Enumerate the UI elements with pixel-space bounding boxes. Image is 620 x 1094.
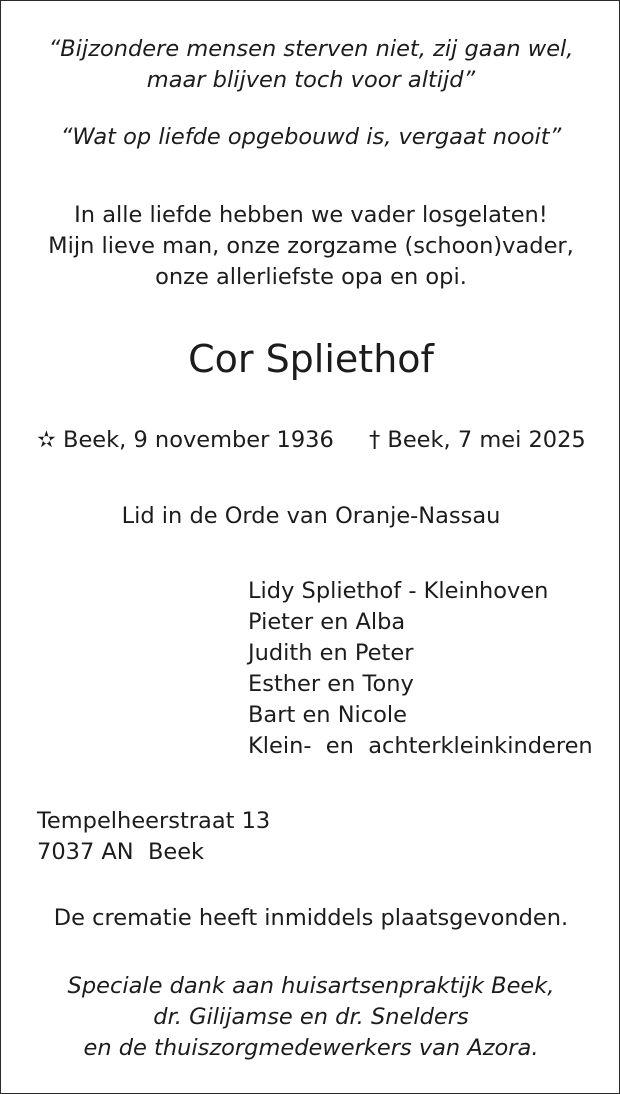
death-date: † Beek, 7 mei 2025 [369,427,586,453]
intro-line-1: In alle liefde hebben we vader losgelaten! [74,202,548,228]
family-member: Lidy Spliethof - Kleinhoven [248,578,549,604]
family-member: Judith en Peter [248,640,414,666]
family-member: Bart en Nicole [248,702,408,728]
intro-line-3: onze allerliefste opa en opi. [155,264,467,290]
deceased-name: Cor Spliethof [188,337,434,381]
address-street: Tempelheerstraat 13 [37,808,271,834]
birth-date: ✫ Beek, 9 november 1936 [37,427,334,453]
quote-line-2: maar blijven toch voor altijd” [146,67,476,93]
thanks-line-2: dr. Gilijamse en dr. Snelders [153,1004,469,1030]
family-member: Klein- en achterkleinkinderen [248,733,593,759]
family-member: Esther en Tony [248,671,414,697]
family-member: Pieter en Alba [248,609,406,635]
address-city: 7037 AN Beek [37,839,205,865]
thanks-line-1: Speciale dank aan huisartsenpraktijk Beek, [67,973,555,999]
honor-line: Lid in de Orde van Oranje-Nassau [121,503,501,529]
cremation-notice: De crematie heeft inmiddels plaatsgevonden. [53,905,569,931]
quote-line-1: “Bijzondere mensen sterven niet, zij gaan wel, [48,36,574,62]
intro-line-2: Mijn lieve man, onze zorgzame (schoon)vader, [48,233,574,259]
thanks-line-3: en de thuiszorgmedewerkers van Azora. [83,1035,539,1061]
quote-line-3: “Wat op liefde opgebouwd is, vergaat nooit” [60,124,562,150]
